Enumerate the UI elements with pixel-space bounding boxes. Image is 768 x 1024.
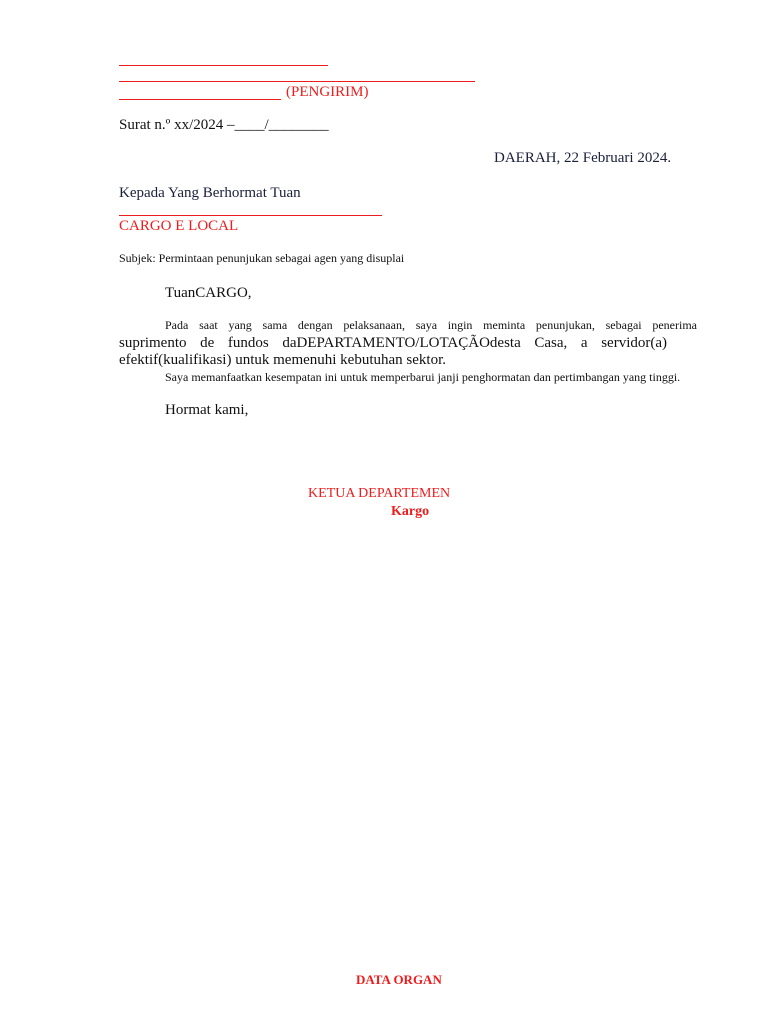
body-paragraph-1-line-2: suprimento de fundos daDEPARTAMENTO/LOTAÇÃOdesta Casa, a servidor(a)	[119, 335, 667, 351]
salutation: TuanCARGO,	[165, 285, 252, 301]
sender-blank-line	[119, 81, 475, 82]
signature-title: KETUA DEPARTEMEN	[308, 486, 451, 501]
body-paragraph-2: Saya memanfaatkan kesempatan ini untuk memperbarui janji penghormatan dan pertimbangan yang tinggi.	[165, 370, 681, 384]
signature-department: Kargo	[391, 504, 430, 519]
sender-label: (PENGIRIM)	[286, 84, 369, 100]
footer-label: DATA ORGAN	[356, 972, 442, 987]
addressee-blank-line	[119, 215, 382, 216]
body-paragraph-1-line-1: Pada saat yang sama dengan pelaksanaan, saya ingin meminta penunjukan, sebagai penerima	[165, 318, 697, 332]
sender-blank-line	[119, 65, 328, 66]
place-date: DAERAH, 22 Februari 2024.	[494, 150, 672, 166]
addressee-name: CARGO E LOCAL	[119, 218, 239, 234]
subject-line: Subjek: Permintaan penunjukan sebagai agen yang disuplai	[119, 251, 405, 265]
addressee-heading: Kepada Yang Berhormat Tuan	[119, 185, 301, 201]
letter-number: Surat n.º xx/2024 –____/________	[119, 117, 329, 133]
sender-blank-line	[119, 99, 281, 100]
body-paragraph-1-line-3: efektif(kualifikasi) untuk memenuhi kebutuhan sektor.	[119, 352, 446, 368]
closing: Hormat kami,	[165, 402, 249, 418]
